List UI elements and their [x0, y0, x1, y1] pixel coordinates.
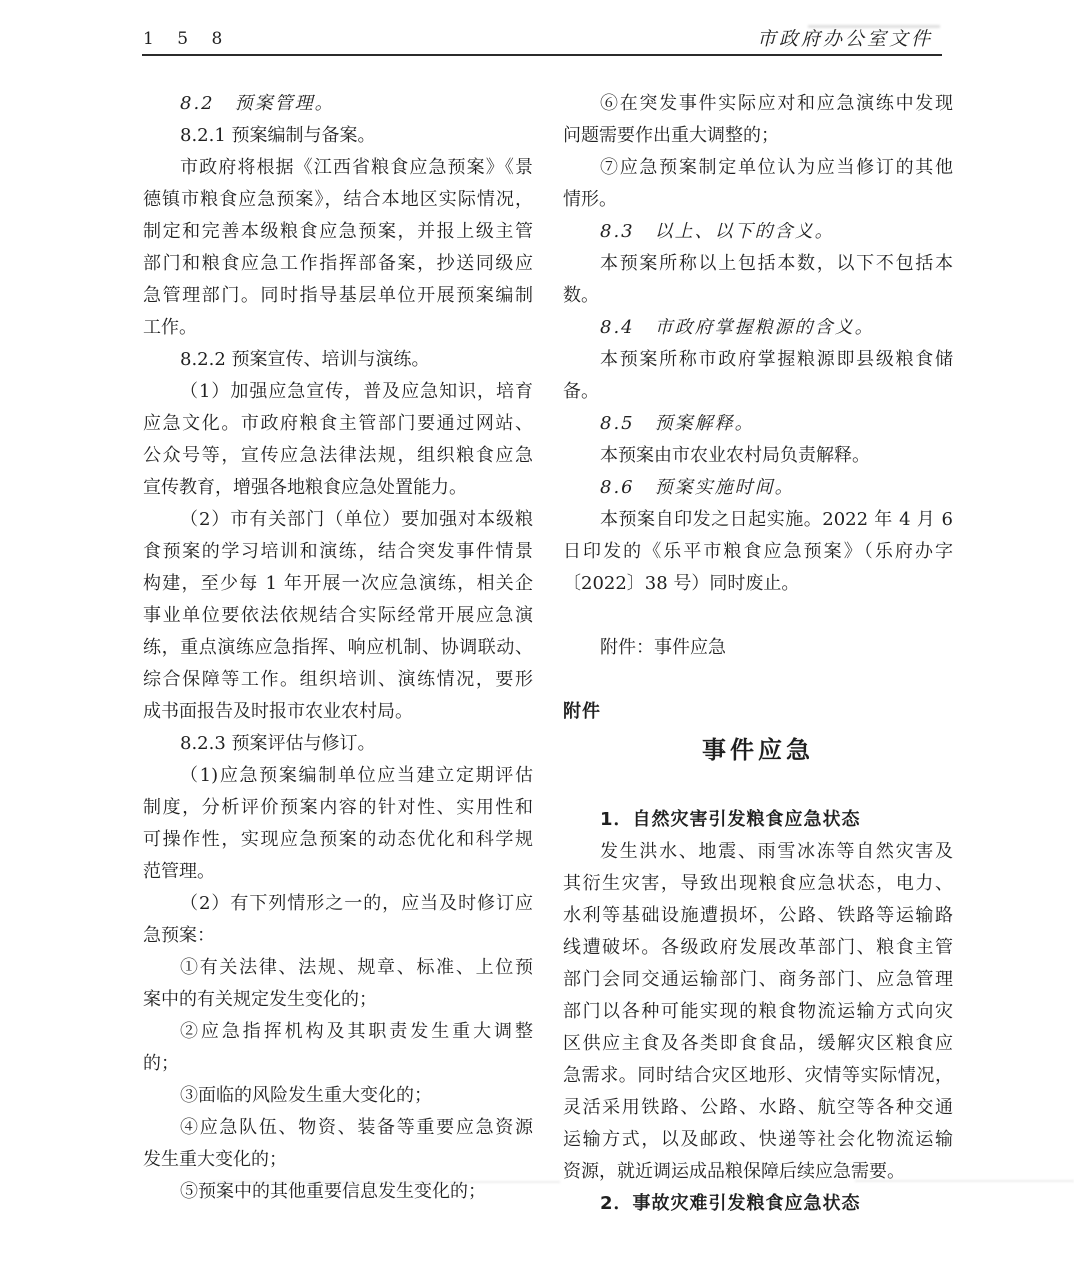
text-line: 应急文化。市政府粮食主管部门要通过网站、: [143, 413, 533, 434]
text-line: 事业单位要依法依规结合实际经常开展应急演: [143, 605, 533, 626]
blank-line: [563, 664, 953, 696]
text-line: 灵活采用铁路、公路、水路、航空等各种交通: [563, 1097, 953, 1118]
text-line: ⑥在突发事件实际应对和应急演练中发现: [600, 93, 953, 114]
text-line: （1）加强应急宣传，普及应急知识，培育: [180, 381, 533, 402]
text-line: 的；: [143, 1053, 179, 1074]
text-line: 8.2.1 预案编制与备案。: [180, 125, 376, 146]
text-line: 可操作性，实现应急预案的动态优化和科学规: [143, 829, 533, 850]
text-line: ⑦应急预案制定单位认为应当修订的其他: [600, 157, 953, 178]
text-line: 部门以各种可能实现的粮食物流运输方式向灾: [563, 1001, 953, 1022]
text-line: 宣传教育，增强各地粮食应急处置能力。: [143, 477, 467, 498]
sub-heading: 8.3 以上、以下的含义。: [600, 221, 835, 242]
text-line: ⑤预案中的其他重要信息发生变化的；: [180, 1181, 486, 1202]
text-line: ④应急队伍、物资、装备等重要应急资源: [180, 1117, 533, 1138]
text-line: 数。: [563, 285, 599, 306]
text-line: 附件：事件应急: [600, 637, 726, 658]
text-line: 本预案自印发之日起实施。2022 年 4 月 6: [600, 509, 953, 530]
text-line: 急管理部门。同时指导基层单位开展预案编制: [143, 285, 533, 306]
text-line: 工作。: [143, 317, 197, 338]
text-line: 急预案：: [143, 925, 215, 946]
text-line: （2）有下列情形之一的，应当及时修订应: [180, 893, 533, 914]
text-line: 综合保障等工作。组织培训、演练情况，要形: [143, 669, 533, 690]
section-heading: 2．事故灾难引发粮食应急状态: [600, 1193, 861, 1214]
text-line: 制定和完善本级粮食应急预案，并报上级主管: [143, 221, 533, 242]
header-doc-label: 市政府办公室文件: [756, 28, 933, 50]
text-line: 区供应主食及各类即食食品，缓解灾区粮食应: [563, 1033, 953, 1054]
text-line: （2）市有关部门（单位）要加强对本级粮: [180, 509, 533, 530]
text-line: 范管理。: [143, 861, 215, 882]
text-line: 线遭破坏。各级政府发展改革部门、粮食主管: [563, 937, 953, 958]
text-line: 德镇市粮食应急预案》，结合本地区实际情况，: [143, 189, 533, 210]
text-line: 运输方式，以及邮政、快递等社会化物流运输: [563, 1129, 953, 1150]
header-rule: [142, 54, 942, 56]
section-heading: 附件: [563, 701, 601, 722]
text-line: 问题需要作出重大调整的；: [563, 125, 779, 146]
sub-heading: 8.5 预案解释。: [600, 413, 755, 434]
text-line: ③面临的风险发生重大变化的；: [180, 1085, 432, 1106]
text-line: 部门和粮食应急工作指挥部备案，抄送同级应: [143, 253, 533, 274]
section-heading: 1．自然灾害引发粮食应急状态: [600, 809, 861, 830]
text-line: ①有关法律、法规、规章、标准、上位预: [180, 957, 533, 978]
text-line: 8.2.2 预案宣传、培训与演练。: [180, 349, 430, 370]
sub-heading: 8.4 市政府掌握粮源的含义。: [600, 317, 875, 338]
text-line: 食预案的学习培训和演练，结合突发事件情景: [143, 541, 533, 562]
attachment-title: 事件应急: [702, 736, 814, 764]
page-number: 1 5 8: [143, 29, 232, 49]
text-line: 〔2022〕38 号）同时废止。: [563, 573, 800, 594]
sub-heading: 8.2 预案管理。: [180, 93, 335, 114]
blank-line: [563, 772, 953, 804]
text-line: 练，重点演练应急指挥、响应机制、协调联动、: [143, 637, 533, 658]
text-line: 日印发的《乐平市粮食应急预案》（乐府办字: [563, 541, 953, 562]
text-line: 市政府将根据《江西省粮食应急预案》《景: [180, 157, 533, 178]
text-line: ②应急指挥机构及其职责发生重大调整: [180, 1021, 533, 1042]
text-line: 制度，分析评价预案内容的针对性、实用性和: [143, 797, 533, 818]
text-line: 本预案由市农业农村局负责解释。: [600, 445, 870, 466]
text-line: 水利等基础设施遭损坏，公路、铁路等运输路: [563, 905, 953, 926]
text-line: 发生重大变化的；: [143, 1149, 287, 1170]
text-line: 发生洪水、地震、雨雪冰冻等自然灾害及: [600, 841, 953, 862]
text-line: （1)应急预案编制单位应当建立定期评估: [180, 765, 533, 786]
text-line: 备。: [563, 381, 599, 402]
text-line: 其衍生灾害，导致出现粮食应急状态，电力、: [563, 873, 953, 894]
text-line: 案中的有关规定发生变化的；: [143, 989, 377, 1010]
text-line: 本预案所称市政府掌握粮源即县级粮食储: [600, 349, 953, 370]
text-line: 成书面报告及时报市农业农村局。: [143, 701, 413, 722]
text-line: 资源，就近调运成品粮保障后续应急需要。: [563, 1161, 905, 1182]
text-line: 本预案所称以上包括本数，以下不包括本: [600, 253, 953, 274]
text-line: 公众号等，宣传应急法律法规，组织粮食应急: [143, 445, 533, 466]
text-line: 情形。: [563, 189, 617, 210]
text-line: 构建，至少每 1 年开展一次应急演练，相关企: [143, 573, 533, 594]
text-line: 8.2.3 预案评估与修订。: [180, 733, 376, 754]
left-column: [143, 88, 533, 1208]
text-line: 急需求。同时结合灾区地形、灾情等实际情况，: [563, 1065, 953, 1086]
text-line: 部门会同交通运输部门、商务部门、应急管理: [563, 969, 953, 990]
right-column: [563, 88, 953, 1220]
blank-line: [563, 600, 953, 632]
sub-heading: 8.6 预案实施时间。: [600, 477, 795, 498]
